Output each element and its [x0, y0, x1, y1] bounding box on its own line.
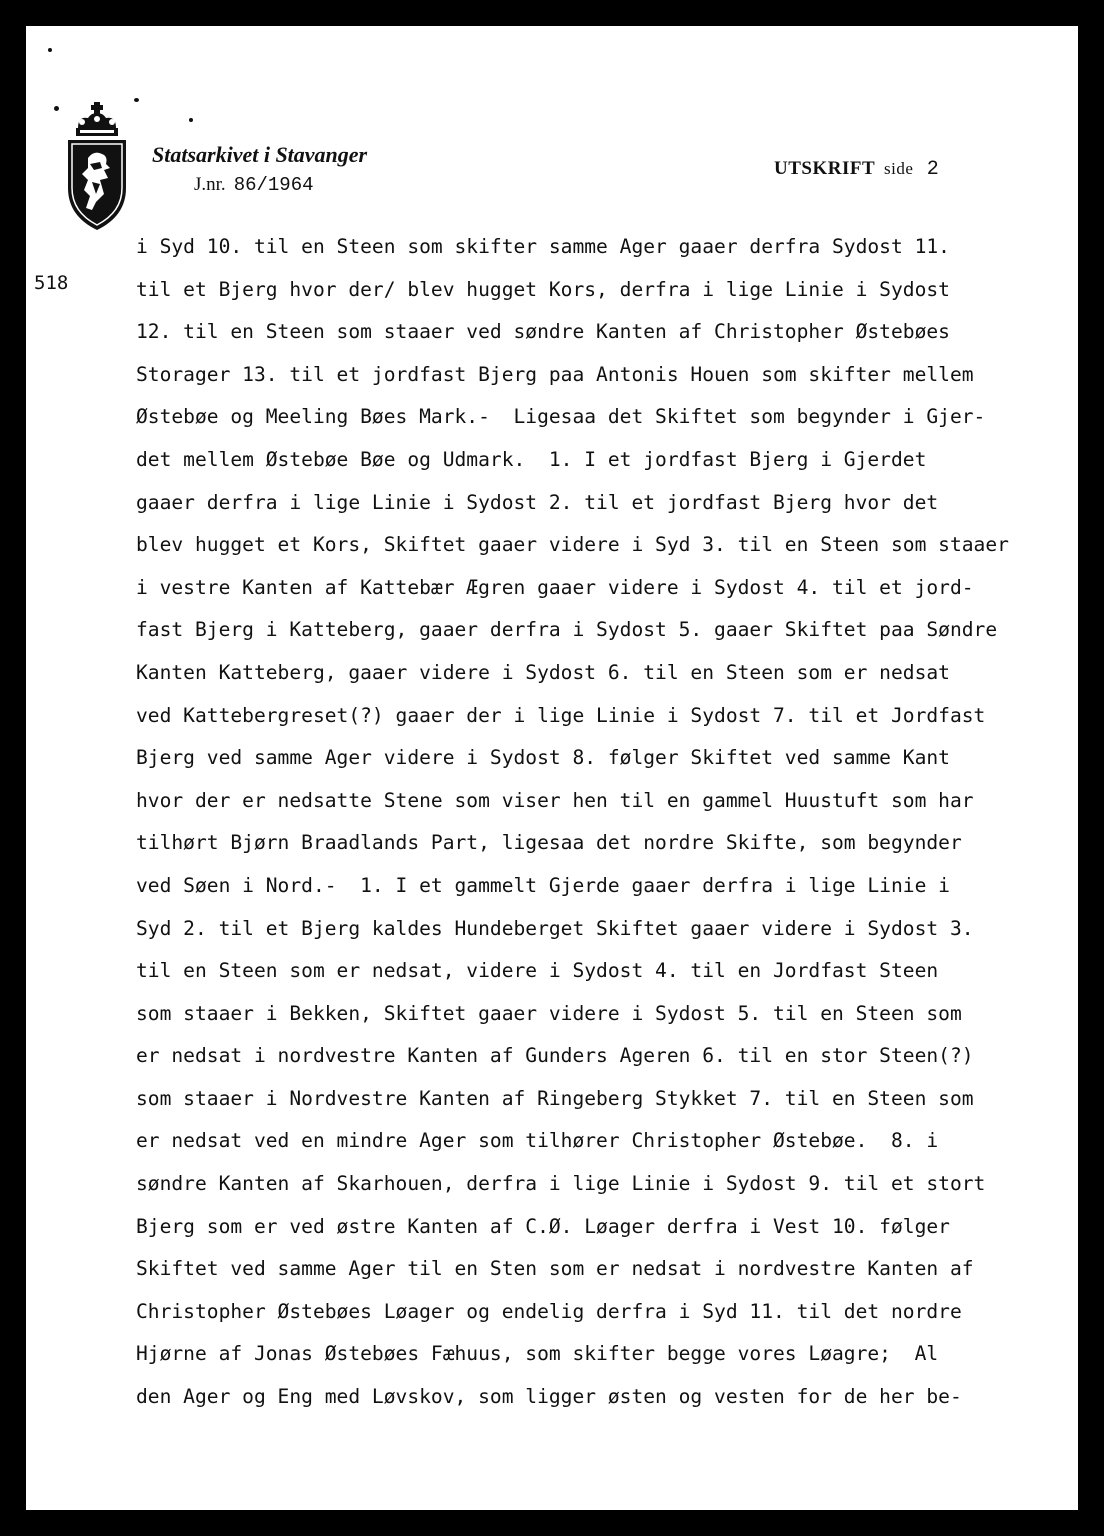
scan-speck [54, 106, 59, 111]
text-line: Østebøe og Meeling Bøes Mark.- Ligesaa det Skiftet som begynder i Gjer- [136, 405, 986, 429]
text-line: Skiftet ved samme Ager til en Sten som er nedsat i nordvestre Kanten af [136, 1257, 974, 1281]
text-line: i Syd 10. til en Steen som skifter samme Ager gaaer derfra Sydost 11. [136, 235, 950, 258]
text-line: hvor der er nedsatte Stene som viser hen til en gammel Huustuft som har [136, 788, 974, 812]
scan-speck [134, 98, 139, 102]
archive-name: Statsarkivet i Stavanger [152, 142, 368, 167]
side-label: side [884, 159, 914, 178]
text-line: ved Kattebergreset(?) gaaer der i lige Linie i Sydost 7. til et Jordfast [136, 703, 986, 727]
text-line: den Ager og Eng med Løvskov, som ligger østen og vesten for de her be- [136, 1385, 962, 1409]
text-line: 12. til en Steen som staaer ved søndre Kanten af Christopher Østebøes [136, 320, 950, 344]
text-line: som staaer i Bekken, Skiftet gaaer videre i Sydost 5. til en Steen som [136, 1001, 962, 1025]
text-line: gaaer derfra i lige Linie i Sydost 2. til et jordfast Bjerg hvor det [136, 490, 939, 514]
text-line: søndre Kanten af Skarhouen, derfra i lige Linie i Sydost 9. til et stort [136, 1172, 986, 1196]
journal-label: J.nr. [194, 174, 226, 195]
text-line: i vestre Kanten af Kattebær Ægren gaaer videre i Sydost 4. til et jord- [136, 575, 974, 599]
text-line: er nedsat ved en mindre Ager som tilhører Christopher Østebøe. 8. i [136, 1129, 939, 1153]
scan-speck [48, 48, 52, 52]
scan-speck [189, 118, 193, 122]
text-line: til et Bjerg hvor der/ blev hugget Kors, derfra i lige Linie i Sydost [136, 277, 950, 301]
text-line: er nedsat i nordvestre Kanten af Gunders Ageren 6. til en stor Steen(?) [136, 1044, 974, 1068]
text-line: tilhørt Bjørn Braadlands Part, ligesaa det nordre Skifte, som begynder [136, 831, 962, 855]
text-line: som staaer i Nordvestre Kanten af Ringeberg Stykket 7. til en Steen som [136, 1086, 974, 1110]
copy-label: UTSKRIFT [774, 158, 875, 179]
text-line: Christopher Østebøes Løager og endelig derfra i Syd 11. til det nordre [136, 1299, 962, 1323]
text-line: Bjerg som er ved østre Kanten af C.Ø. Løager derfra i Vest 10. følger [136, 1214, 950, 1238]
transcription-body [136, 226, 1076, 1419]
document-page [26, 26, 1078, 1510]
page-number: 2 [926, 158, 940, 181]
coat-of-arms-icon [64, 98, 130, 234]
text-line: ved Søen i Nord.- 1. I et gammelt Gjerde gaaer derfra i lige Linie i [136, 873, 950, 897]
journal-number: 86/1964 [233, 174, 314, 196]
text-line: blev hugget et Kors, Skiftet gaaer videre i Syd 3. til en Steen som staaer [136, 533, 1009, 557]
text-line: det mellem Østebøe Bøe og Udmark. 1. I et jordfast Bjerg i Gjerdet [136, 447, 927, 471]
text-line: Syd 2. til et Bjerg kaldes Hundeberget Skiftet gaaer videre i Sydost 3. [136, 916, 974, 940]
margin-reference: 518 [34, 272, 69, 294]
text-line: til en Steen som er nedsat, videre i Sydost 4. til en Jordfast Steen [136, 959, 939, 983]
copy-page-label [774, 158, 939, 181]
text-line: Hjørne af Jonas Østebøes Fæhuus, som skifter begge vores Løagre; Al [136, 1342, 939, 1366]
text-line: Kanten Katteberg, gaaer videre i Sydost 6. til en Steen som er nedsat [136, 660, 950, 684]
journal-reference [194, 174, 314, 196]
text-line: fast Bjerg i Katteberg, gaaer derfra i Sydost 5. gaaer Skiftet paa Søndre [136, 618, 998, 642]
text-line: Storager 13. til et jordfast Bjerg paa Antonis Houen som skifter mellem [136, 362, 974, 386]
text-line: Bjerg ved samme Ager videre i Sydost 8. følger Skiftet ved samme Kant [136, 746, 950, 770]
